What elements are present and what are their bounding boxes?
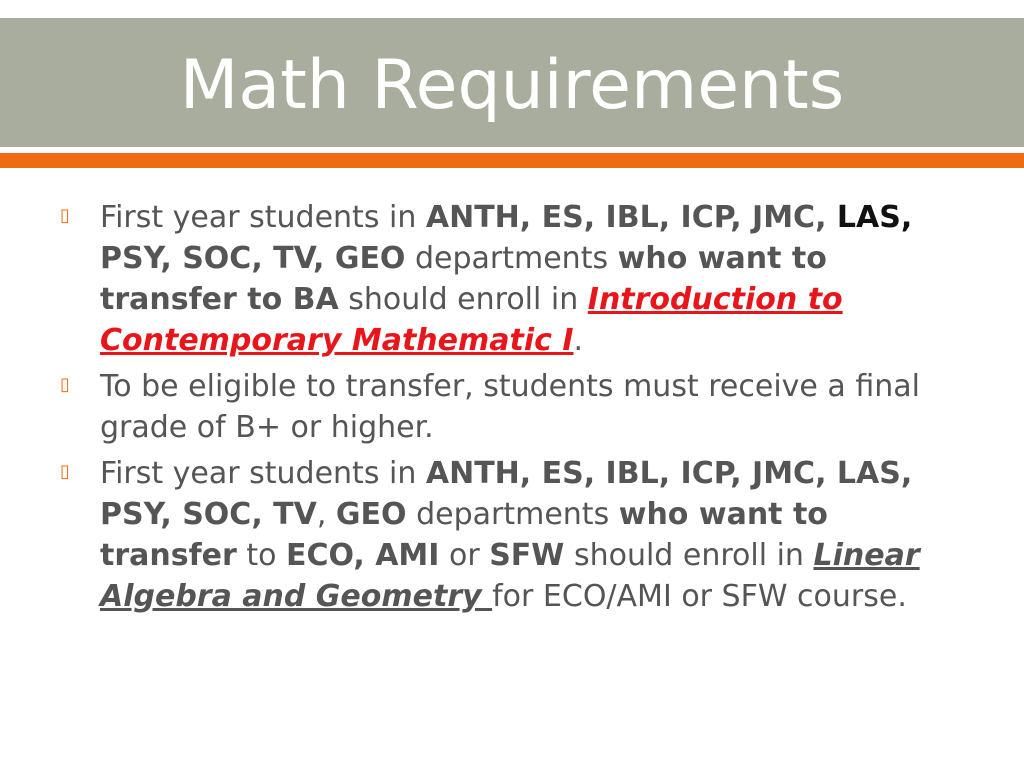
slide-title: Math Requirements bbox=[179, 46, 845, 125]
condition: who want to transfer bbox=[100, 497, 828, 573]
text: to bbox=[236, 538, 286, 573]
accent-bar bbox=[0, 153, 1024, 168]
text: departments bbox=[405, 241, 618, 276]
departments: ANTH, ES, IBL, ICP, JMC, bbox=[425, 200, 837, 235]
condition: who want to transfer to BA bbox=[100, 241, 827, 317]
text: . bbox=[573, 323, 584, 358]
text: should enroll in bbox=[564, 538, 814, 573]
text: departments bbox=[406, 497, 619, 532]
course-link[interactable]: Introduction to Contemporary Mathematic I bbox=[100, 282, 843, 358]
departments: PSY, SOC, TV, GEO bbox=[100, 241, 406, 276]
text: To be eligible to transfer, students must receive a final grade of B+ or higher. bbox=[100, 369, 920, 445]
list-item bbox=[60, 197, 960, 361]
department-sfw: SFW bbox=[489, 538, 565, 573]
text: should enroll in bbox=[338, 282, 588, 317]
departments: ANTH, ES, IBL, ICP, JMC, LAS, PSY, SOC, TV bbox=[100, 456, 913, 532]
text: , bbox=[316, 497, 336, 532]
department-las: LAS, bbox=[836, 200, 913, 235]
bullet-icon: ▯ bbox=[60, 461, 70, 482]
bullet-icon: ▯ bbox=[60, 205, 70, 226]
text: First year students in bbox=[100, 456, 426, 491]
bullet-list bbox=[60, 197, 960, 622]
text: for ECO/AMI or SFW course. bbox=[492, 579, 907, 614]
text: or bbox=[439, 538, 490, 573]
list-item bbox=[60, 366, 960, 448]
departments: ECO, AMI bbox=[286, 538, 440, 573]
bullet-icon: ▯ bbox=[60, 374, 70, 395]
text: First year students in bbox=[100, 200, 426, 235]
department-geo: GEO bbox=[335, 497, 407, 532]
list-item bbox=[60, 453, 960, 617]
course-link[interactable]: Linear Algebra and Geometry bbox=[100, 538, 920, 614]
